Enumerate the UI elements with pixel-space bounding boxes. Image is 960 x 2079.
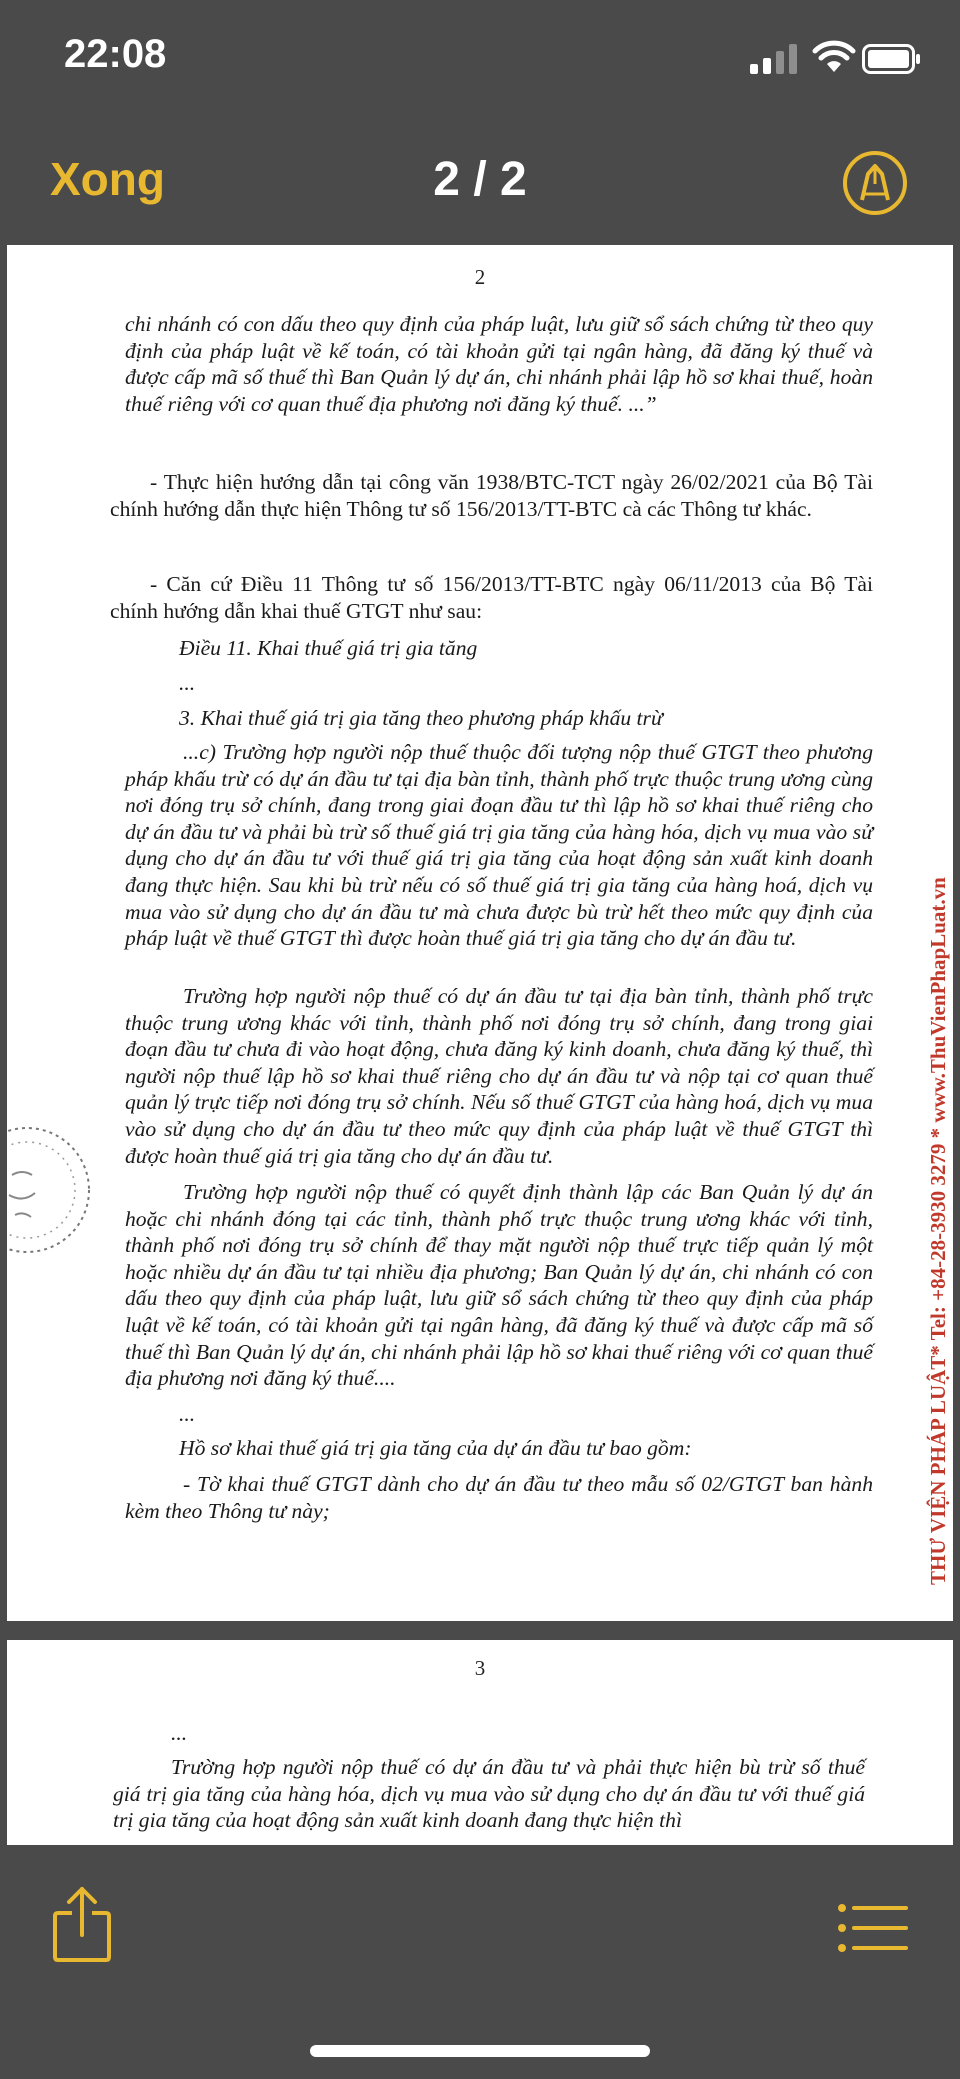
page-indicator: 2 / 2 bbox=[433, 153, 527, 206]
paragraph: chi nhánh có con dấu theo quy định của pháp luật, lưu giữ sổ sách chứng từ theo quy định của pháp luật về kế toán, có tài khoản gửi tại ngân hàng, đã đăng ký thuế và được cấp mã số thuế thì Ban Quản lý dự án, chi nhánh phải lập hồ sơ khai thuế, hoàn thuế riêng với cơ quan thuế địa phương nơi đăng ký thuế. ...” bbox=[125, 312, 873, 416]
paragraph: ... bbox=[179, 1402, 196, 1426]
wifi-icon bbox=[812, 40, 856, 74]
done-button[interactable]: Xong bbox=[50, 153, 165, 205]
cellular-signal-icon bbox=[750, 44, 798, 74]
share-icon[interactable] bbox=[52, 1885, 112, 1963]
paragraph: Hồ sơ khai thuế giá trị gia tăng của dự án đầu tư bao gồm: bbox=[179, 1436, 692, 1460]
page-number: 2 bbox=[474, 265, 486, 289]
status-bar bbox=[0, 0, 960, 120]
home-indicator[interactable] bbox=[310, 2045, 650, 2057]
watermark-label: THƯ VIỆN PHÁP LUẬT* Tel: +84-28-3930 3279 * www.ThuVienPhapLuat.vn bbox=[926, 877, 950, 1585]
list-icon[interactable] bbox=[838, 1903, 908, 1953]
battery-icon bbox=[862, 44, 922, 74]
paragraph: - Căn cứ Điều 11 Thông tư số 156/2013/TT-BTC ngày 06/11/2013 của Bộ Tài chính hướng dẫn khai thuế GTGT như sau: bbox=[110, 572, 873, 623]
paragraph: Trường hợp người nộp thuế có dự án đầu tư và phải thực hiện bù trừ số thuế giá trị gia tăng của hàng hóa, dịch vụ mua vào sử dụng cho dự án đầu tư với thuế giá trị gia tăng của hoạt động sản xuất kinh doanh đang thực hiện thì bbox=[113, 1755, 865, 1833]
document-page-2[interactable] bbox=[7, 245, 953, 1621]
paragraph: - Thực hiện hướng dẫn tại công văn 1938/BTC-TCT ngày 26/02/2021 của Bộ Tài chính hướng dẫn thực hiện Thông tư số 156/2013/TT-BTC cà các Thông tư khác. bbox=[110, 470, 873, 521]
paragraph: ...c) Trường hợp người nộp thuế thuộc đối tượng nộp thuế GTGT theo phương pháp khấu trừ có dự án đầu tư tại địa bàn tỉnh, thành phố trực thuộc trung ương cùng nơi đóng trụ sở chính, đang trong giai đoạn đầu tư thì lập hồ sơ khai thuế riêng cho dự án đầu tư và phải bù trừ số thuế giá trị gia tăng của hàng hóa, dịch vụ mua vào sử dụng cho dự án đầu tư với thuế giá trị gia tăng của hoạt động sản xuất kinh doanh đang thực hiện. Sau khi bù trừ nếu có số thuế giá trị gia tăng của hàng hoá, dịch vụ mua vào sử dụng cho dự án đầu tư mà chưa được bù trừ hết theo mức quy định của pháp luật về thuế GTGT thì được hoàn thuế giá trị gia tăng cho dự án đầu tư. bbox=[125, 740, 873, 951]
paragraph: Trường hợp người nộp thuế có dự án đầu tư tại địa bàn tỉnh, thành phố trực thuộc trung ương khác với tỉnh, thành phố nơi đóng trụ sở chính, đang trong giai đoạn đầu tư chưa đi vào hoạt động, chưa đăng ký kinh doanh, chưa đăng ký thuế, thì người nộp thuế lập hồ sơ khai thuế riêng cho dự án đầu tư và nộp tại cơ quan thuế quản lý trực tiếp nơi đóng trụ sở chính. Nếu số thuế GTGT của hàng hoá, dịch vụ mua vào sử dụng cho dự án đầu tư theo mức quy định của pháp luật về thuế GTGT thì được hoàn thuế giá trị gia tăng cho dự án đầu tư. bbox=[125, 984, 873, 1168]
paragraph: Trường hợp người nộp thuế có quyết định thành lập các Ban Quản lý dự án hoặc chi nhánh đóng tại các tỉnh, thành phố trực thuộc trung ương khác với tỉnh, thành phố nơi đóng trụ sở chính để thay mặt người nộp thuế trực tiếp quản lý một hoặc nhiều dự án đầu tư tại nhiều địa phương; Ban Quản lý dự án, chi nhánh có con dấu theo quy định của pháp luật, lưu giữ sổ sách chứng từ theo quy định của pháp luật về kế toán, có tài khoản gửi tại ngân hàng, đã đăng ký thuế và được cấp mã số thuế thì Ban Quản lý dự án, chi nhánh phải lập hồ sơ khai thuế riêng với cơ quan thuế địa phương nơi đăng ký thuế.... bbox=[125, 1180, 873, 1391]
paragraph: ... bbox=[179, 671, 196, 695]
paragraph: 3. Khai thuế giá trị gia tăng theo phương pháp khấu trừ bbox=[179, 706, 663, 730]
paragraph: Điều 11. Khai thuế giá trị gia tăng bbox=[179, 636, 478, 660]
paragraph: ... bbox=[171, 1721, 188, 1745]
viewer-nav-bar bbox=[0, 120, 960, 245]
page-number: 3 bbox=[474, 1656, 486, 1680]
paragraph: - Tờ khai thuế GTGT dành cho dự án đầu tư theo mẫu số 02/GTGT ban hành kèm theo Thông tư này; bbox=[125, 1472, 873, 1523]
seal-stamp-image bbox=[7, 1115, 97, 1265]
document-page-3[interactable] bbox=[7, 1640, 953, 1845]
markup-pen-icon[interactable] bbox=[842, 150, 908, 216]
watermark-text bbox=[917, 775, 953, 1585]
bottom-toolbar bbox=[0, 1845, 960, 2079]
status-time: 22:08 bbox=[64, 32, 167, 76]
